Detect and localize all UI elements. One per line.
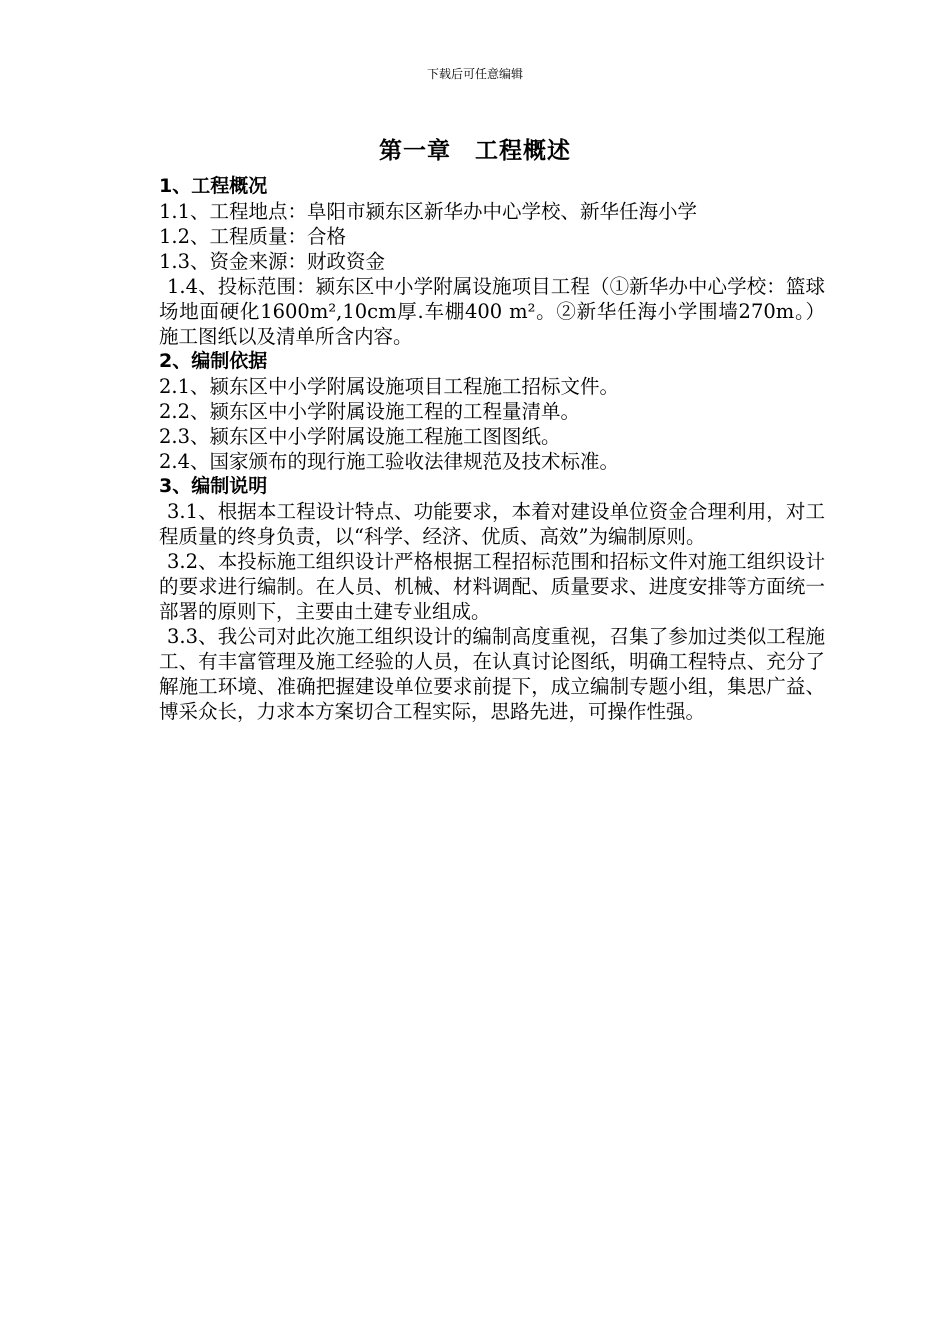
section-project-overview [157, 174, 825, 349]
section-heading: 1、工程概况 [159, 175, 268, 197]
bid-scope-paragraph: 1.4、投标范围：颍东区中小学附属设施项目工程（①新华办中心学校：篮球场地面硬化1600m²,10cm厚.车棚400 m²。②新华任海小学围墙270m。）施工图纸以及清单所含内容。 [159, 275, 825, 348]
project-location-line: 1.1、工程地点：阜阳市颍东区新华办中心学校、新华任海小学 [159, 200, 698, 223]
page-header-note: 下载后可任意编辑 [426, 67, 523, 81]
basis-line: 2.1、颍东区中小学附属设施项目工程施工招标文件。 [159, 375, 620, 398]
section-heading: 2、编制依据 [159, 350, 268, 372]
document-body [157, 174, 825, 724]
project-quality-line: 1.2、工程质量：合格 [159, 225, 347, 248]
basis-line: 2.3、颍东区中小学附属设施工程施工图图纸。 [159, 425, 561, 448]
chapter-title: 第一章 工程概述 [379, 138, 571, 164]
section-heading: 3、编制说明 [159, 475, 268, 497]
basis-line: 2.2、颍东区中小学附属设施工程的工程量清单。 [159, 400, 581, 423]
section-compilation-notes [157, 474, 825, 724]
notes-paragraph: 3.3、我公司对此次施工组织设计的编制高度重视，召集了参加过类似工程施工、有丰富管理及施工经验的人员，在认真讨论图纸，明确工程特点、充分了解施工环境、准确把握建设单位要求前提下，成立编制专题小组，集思广益、博采众长，力求本方案切合工程实际，思路先进，可操作性强。 [159, 625, 825, 723]
basis-line: 2.4、国家颁布的现行施工验收法律规范及技术标准。 [159, 450, 620, 473]
notes-paragraph: 3.1、根据本工程设计特点、功能要求，本着对建设单位资金合理利用，对工程质量的终身负责，以“科学、经济、优质、高效”为编制原则。 [159, 500, 825, 548]
funding-source-line: 1.3、资金来源：财政资金 [159, 250, 386, 273]
section-compilation-basis [157, 349, 825, 474]
notes-paragraph: 3.2、本投标施工组织设计严格根据工程招标范围和招标文件对施工组织设计的要求进行编制。在人员、机械、材料调配、质量要求、进度安排等方面统一部署的原则下，主要由土建专业组成。 [159, 550, 825, 623]
